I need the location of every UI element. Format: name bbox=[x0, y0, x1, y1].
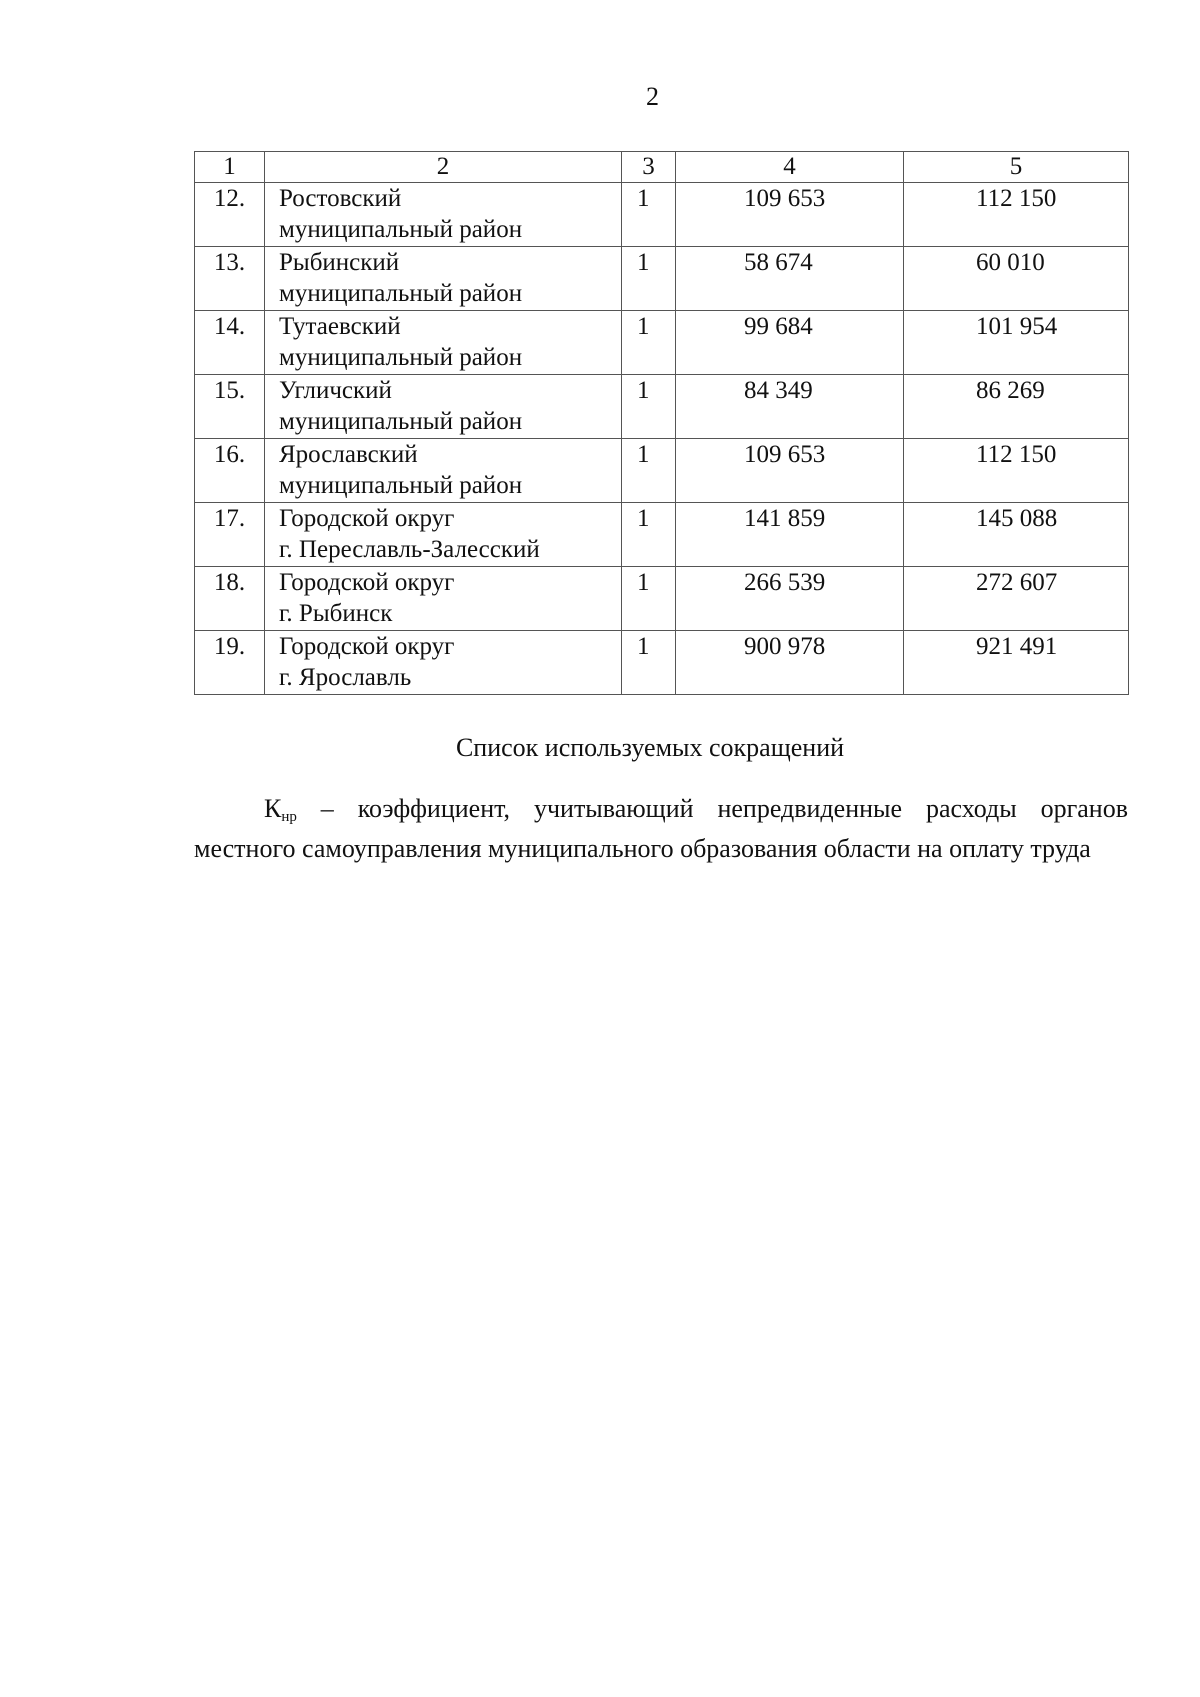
abbreviations-title: Список используемых сокращений bbox=[455, 733, 845, 762]
name-line-2: г. Ярославль bbox=[279, 664, 412, 691]
name-line-1: Ростовский bbox=[279, 185, 402, 212]
row-number: 19. bbox=[195, 631, 265, 695]
col5-value: 112 150 bbox=[904, 183, 1129, 247]
name-line-1: Городской округ bbox=[279, 505, 455, 532]
municipality-name bbox=[265, 439, 622, 503]
col5-value: 112 150 bbox=[904, 439, 1129, 503]
header-col-1: 1 bbox=[195, 152, 265, 183]
name-line-1: Рыбинский bbox=[279, 249, 400, 276]
col3-value: 1 bbox=[622, 503, 676, 567]
name-line-1: Угличский bbox=[279, 377, 392, 404]
table-row bbox=[195, 439, 1129, 503]
name-line-1: Ярославский bbox=[279, 441, 418, 468]
col4-value: 84 349 bbox=[676, 375, 904, 439]
name-line-2: муниципальный район bbox=[279, 344, 523, 371]
municipality-name bbox=[265, 567, 622, 631]
abbreviation-symbol: К bbox=[264, 794, 282, 823]
municipality-name bbox=[265, 247, 622, 311]
row-number: 14. bbox=[195, 311, 265, 375]
table-row bbox=[195, 567, 1129, 631]
row-number: 16. bbox=[195, 439, 265, 503]
name-line-2: муниципальный район bbox=[279, 216, 523, 243]
col3-value: 1 bbox=[622, 311, 676, 375]
header-col-2: 2 bbox=[265, 152, 622, 183]
name-line-2: муниципальный район bbox=[279, 280, 523, 307]
row-number: 12. bbox=[195, 183, 265, 247]
col3-value: 1 bbox=[622, 247, 676, 311]
col3-value: 1 bbox=[622, 375, 676, 439]
page-number: 2 bbox=[646, 82, 659, 111]
name-line-1: Городской округ bbox=[279, 633, 455, 660]
col5-value: 86 269 bbox=[904, 375, 1129, 439]
row-number: 18. bbox=[195, 567, 265, 631]
col4-value: 109 653 bbox=[676, 439, 904, 503]
col4-value: 141 859 bbox=[676, 503, 904, 567]
municipality-name bbox=[265, 503, 622, 567]
col3-value: 1 bbox=[622, 567, 676, 631]
table-row bbox=[195, 375, 1129, 439]
col4-value: 58 674 bbox=[676, 247, 904, 311]
name-line-1: Городской округ bbox=[279, 569, 455, 596]
row-number: 15. bbox=[195, 375, 265, 439]
municipality-name bbox=[265, 375, 622, 439]
name-line-2: г. Переславль-Залесский bbox=[279, 536, 540, 563]
data-table bbox=[194, 151, 1129, 695]
col3-value: 1 bbox=[622, 183, 676, 247]
col3-value: 1 bbox=[622, 631, 676, 695]
row-number: 17. bbox=[195, 503, 265, 567]
abbreviation-subscript: нр bbox=[281, 809, 297, 825]
abbreviation-text: – коэффициент, учитывающий непредвиденные расходы органов местного самоуправления муниципального образования области на оплату труда bbox=[194, 794, 1128, 863]
table-row bbox=[195, 503, 1129, 567]
name-line-2: г. Рыбинск bbox=[279, 600, 393, 627]
table-row bbox=[195, 631, 1129, 695]
col5-value: 60 010 bbox=[904, 247, 1129, 311]
col4-value: 109 653 bbox=[676, 183, 904, 247]
col5-value: 272 607 bbox=[904, 567, 1129, 631]
header-col-3: 3 bbox=[622, 152, 676, 183]
col4-value: 900 978 bbox=[676, 631, 904, 695]
name-line-2: муниципальный район bbox=[279, 408, 523, 435]
table-header-row bbox=[195, 152, 1129, 183]
col4-value: 99 684 bbox=[676, 311, 904, 375]
col3-value: 1 bbox=[622, 439, 676, 503]
col5-value: 921 491 bbox=[904, 631, 1129, 695]
header-col-5: 5 bbox=[904, 152, 1129, 183]
col5-value: 145 088 bbox=[904, 503, 1129, 567]
name-line-1: Тутаевский bbox=[279, 313, 401, 340]
municipality-name bbox=[265, 631, 622, 695]
col5-value: 101 954 bbox=[904, 311, 1129, 375]
table-row bbox=[195, 247, 1129, 311]
col4-value: 266 539 bbox=[676, 567, 904, 631]
table-row bbox=[195, 183, 1129, 247]
header-col-4: 4 bbox=[676, 152, 904, 183]
municipality-name bbox=[265, 311, 622, 375]
municipality-name bbox=[265, 183, 622, 247]
abbreviation-definition bbox=[194, 793, 1128, 865]
row-number: 13. bbox=[195, 247, 265, 311]
table-row bbox=[195, 311, 1129, 375]
name-line-2: муниципальный район bbox=[279, 472, 523, 499]
